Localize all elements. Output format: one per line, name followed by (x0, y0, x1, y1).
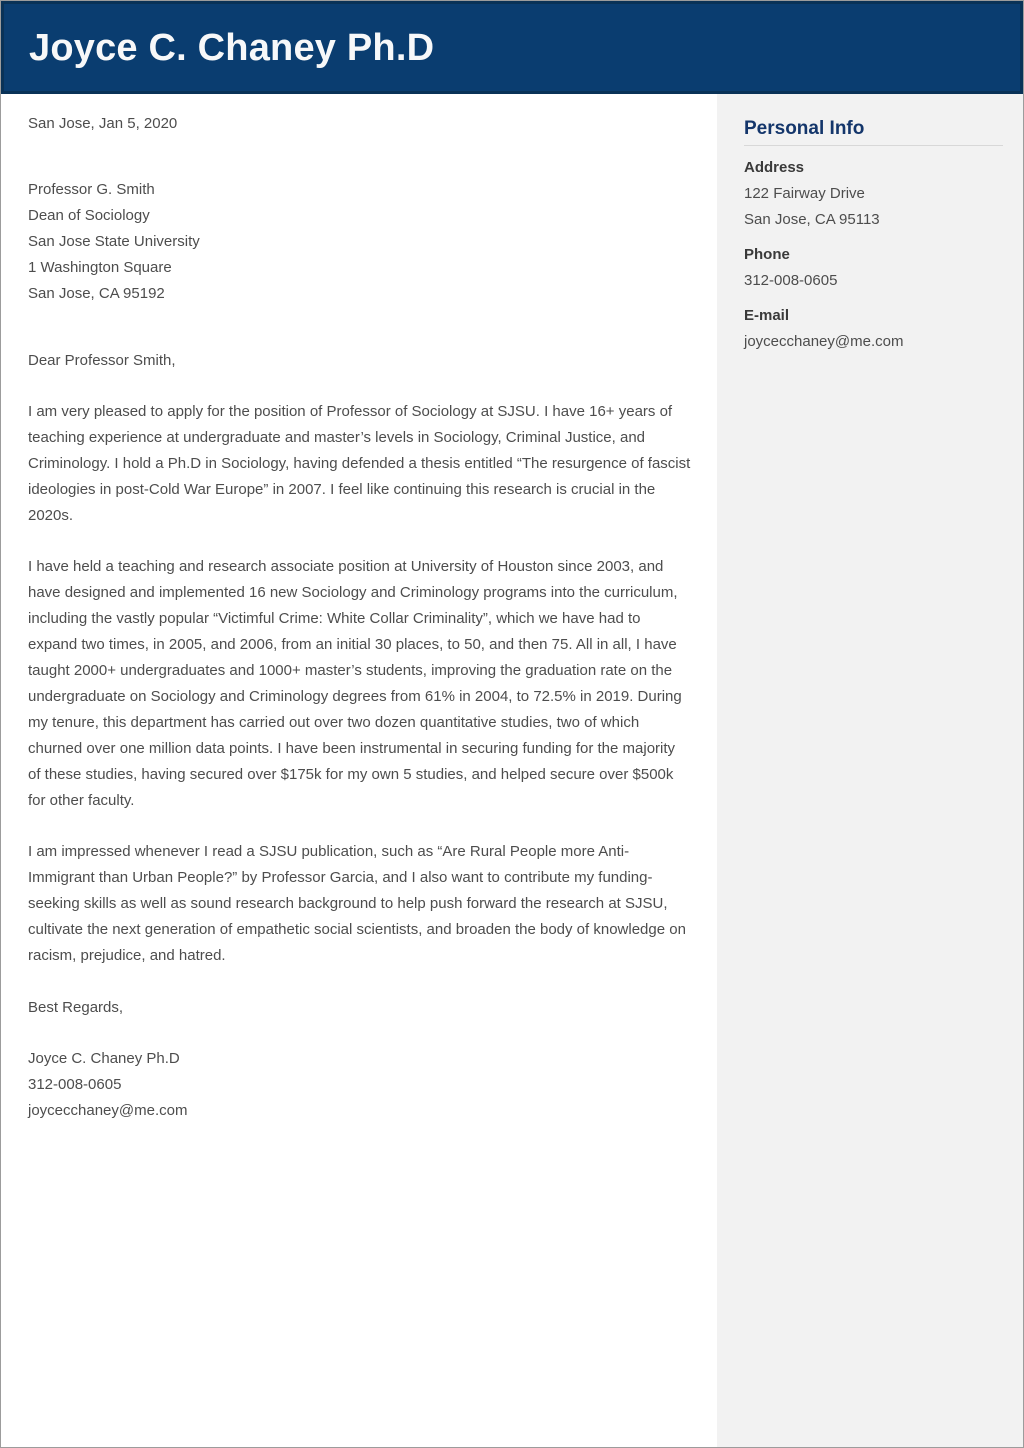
signature-name: Joyce C. Chaney Ph.D (28, 1050, 180, 1067)
address-label: Address (744, 159, 805, 176)
salutation: Dear Professor Smith, (28, 352, 176, 369)
address-line-2: San Jose, CA 95113 (744, 211, 880, 228)
letter-body (1, 94, 717, 1447)
recipient-line-2: Dean of Sociology (28, 207, 150, 224)
recipient-line-5: San Jose, CA 95192 (28, 285, 165, 302)
email-section (744, 303, 1003, 355)
recipient-line-1: Professor G. Smith (28, 181, 155, 198)
candidate-name: Joyce C. Chaney Ph.D (29, 26, 435, 69)
paragraph-3: I am impressed whenever I read a SJSU publication, such as “Are Rural People more Anti-Immigrant than Urban People?” by Professor Garcia, and I also want to contribute my funding-seeking skills as well as sound research background to help push forward the research at SJSU, cultivate the next generation of empathetic social scientists, and broaden the body of knowledge on racism, prejudice, and hatred. (28, 843, 686, 964)
paragraph-1: I am very pleased to apply for the position of Professor of Sociology at SJSU. I have 16+ years of teaching experience at undergraduate and master’s levels in Sociology, Criminal Justice, and Criminology. I hold a Ph.D in Sociology, having defended a thesis entitled “The resurgence of fascist ideologies in post-Cold War Europe” in 2007. I feel like continuing this research is crucial in the 2020s. (28, 403, 691, 524)
email-label: E-mail (744, 307, 790, 324)
letter-content (1, 94, 1023, 1447)
address-line-1: 122 Fairway Drive (744, 185, 865, 202)
email-value: joycecchaney@me.com (744, 333, 904, 350)
signature-email: joycecchaney@me.com (28, 1102, 188, 1119)
phone-section (744, 242, 1003, 294)
sidebar-title: Personal Info (744, 118, 865, 139)
letter-header (1, 1, 1023, 94)
signature-block (28, 1046, 691, 1124)
recipient-block (28, 177, 691, 307)
recipient-line-4: 1 Washington Square (28, 259, 172, 276)
recipient-line-3: San Jose State University (28, 233, 200, 250)
personal-info-sidebar (717, 94, 1023, 1447)
sidebar-divider (744, 145, 1003, 146)
signature-phone: 312-008-0605 (28, 1076, 122, 1093)
paragraph-2: I have held a teaching and research associate position at University of Houston since 2003, and have designed and implemented 16 new Sociology and Criminology programs into the curriculum, including the vastly popular “Victimful Crime: White Collar Criminality”, which we have had to expand two times, in 2005, and 2006, from an initial 30 places, to 50, and then 75. All in all, I have taught 2000+ undergraduates and 1000+ master’s students, improving the graduation rate on the undergraduate on Sociology and Criminology degrees from 61% in 2004, to 72.5% in 2019. During my tenure, this department has carried out over two dozen quantitative studies, two of which churned over one million data points. I have been instrumental in securing funding for the majority of these studies, having secured over $175k for my own 5 studies, and helped secure over $500k for other faculty. (28, 558, 682, 809)
phone-value: 312-008-0605 (744, 272, 838, 289)
address-section (744, 155, 1003, 233)
phone-label: Phone (744, 246, 790, 263)
closing: Best Regards, (28, 999, 124, 1016)
date-line: San Jose, Jan 5, 2020 (28, 115, 178, 132)
